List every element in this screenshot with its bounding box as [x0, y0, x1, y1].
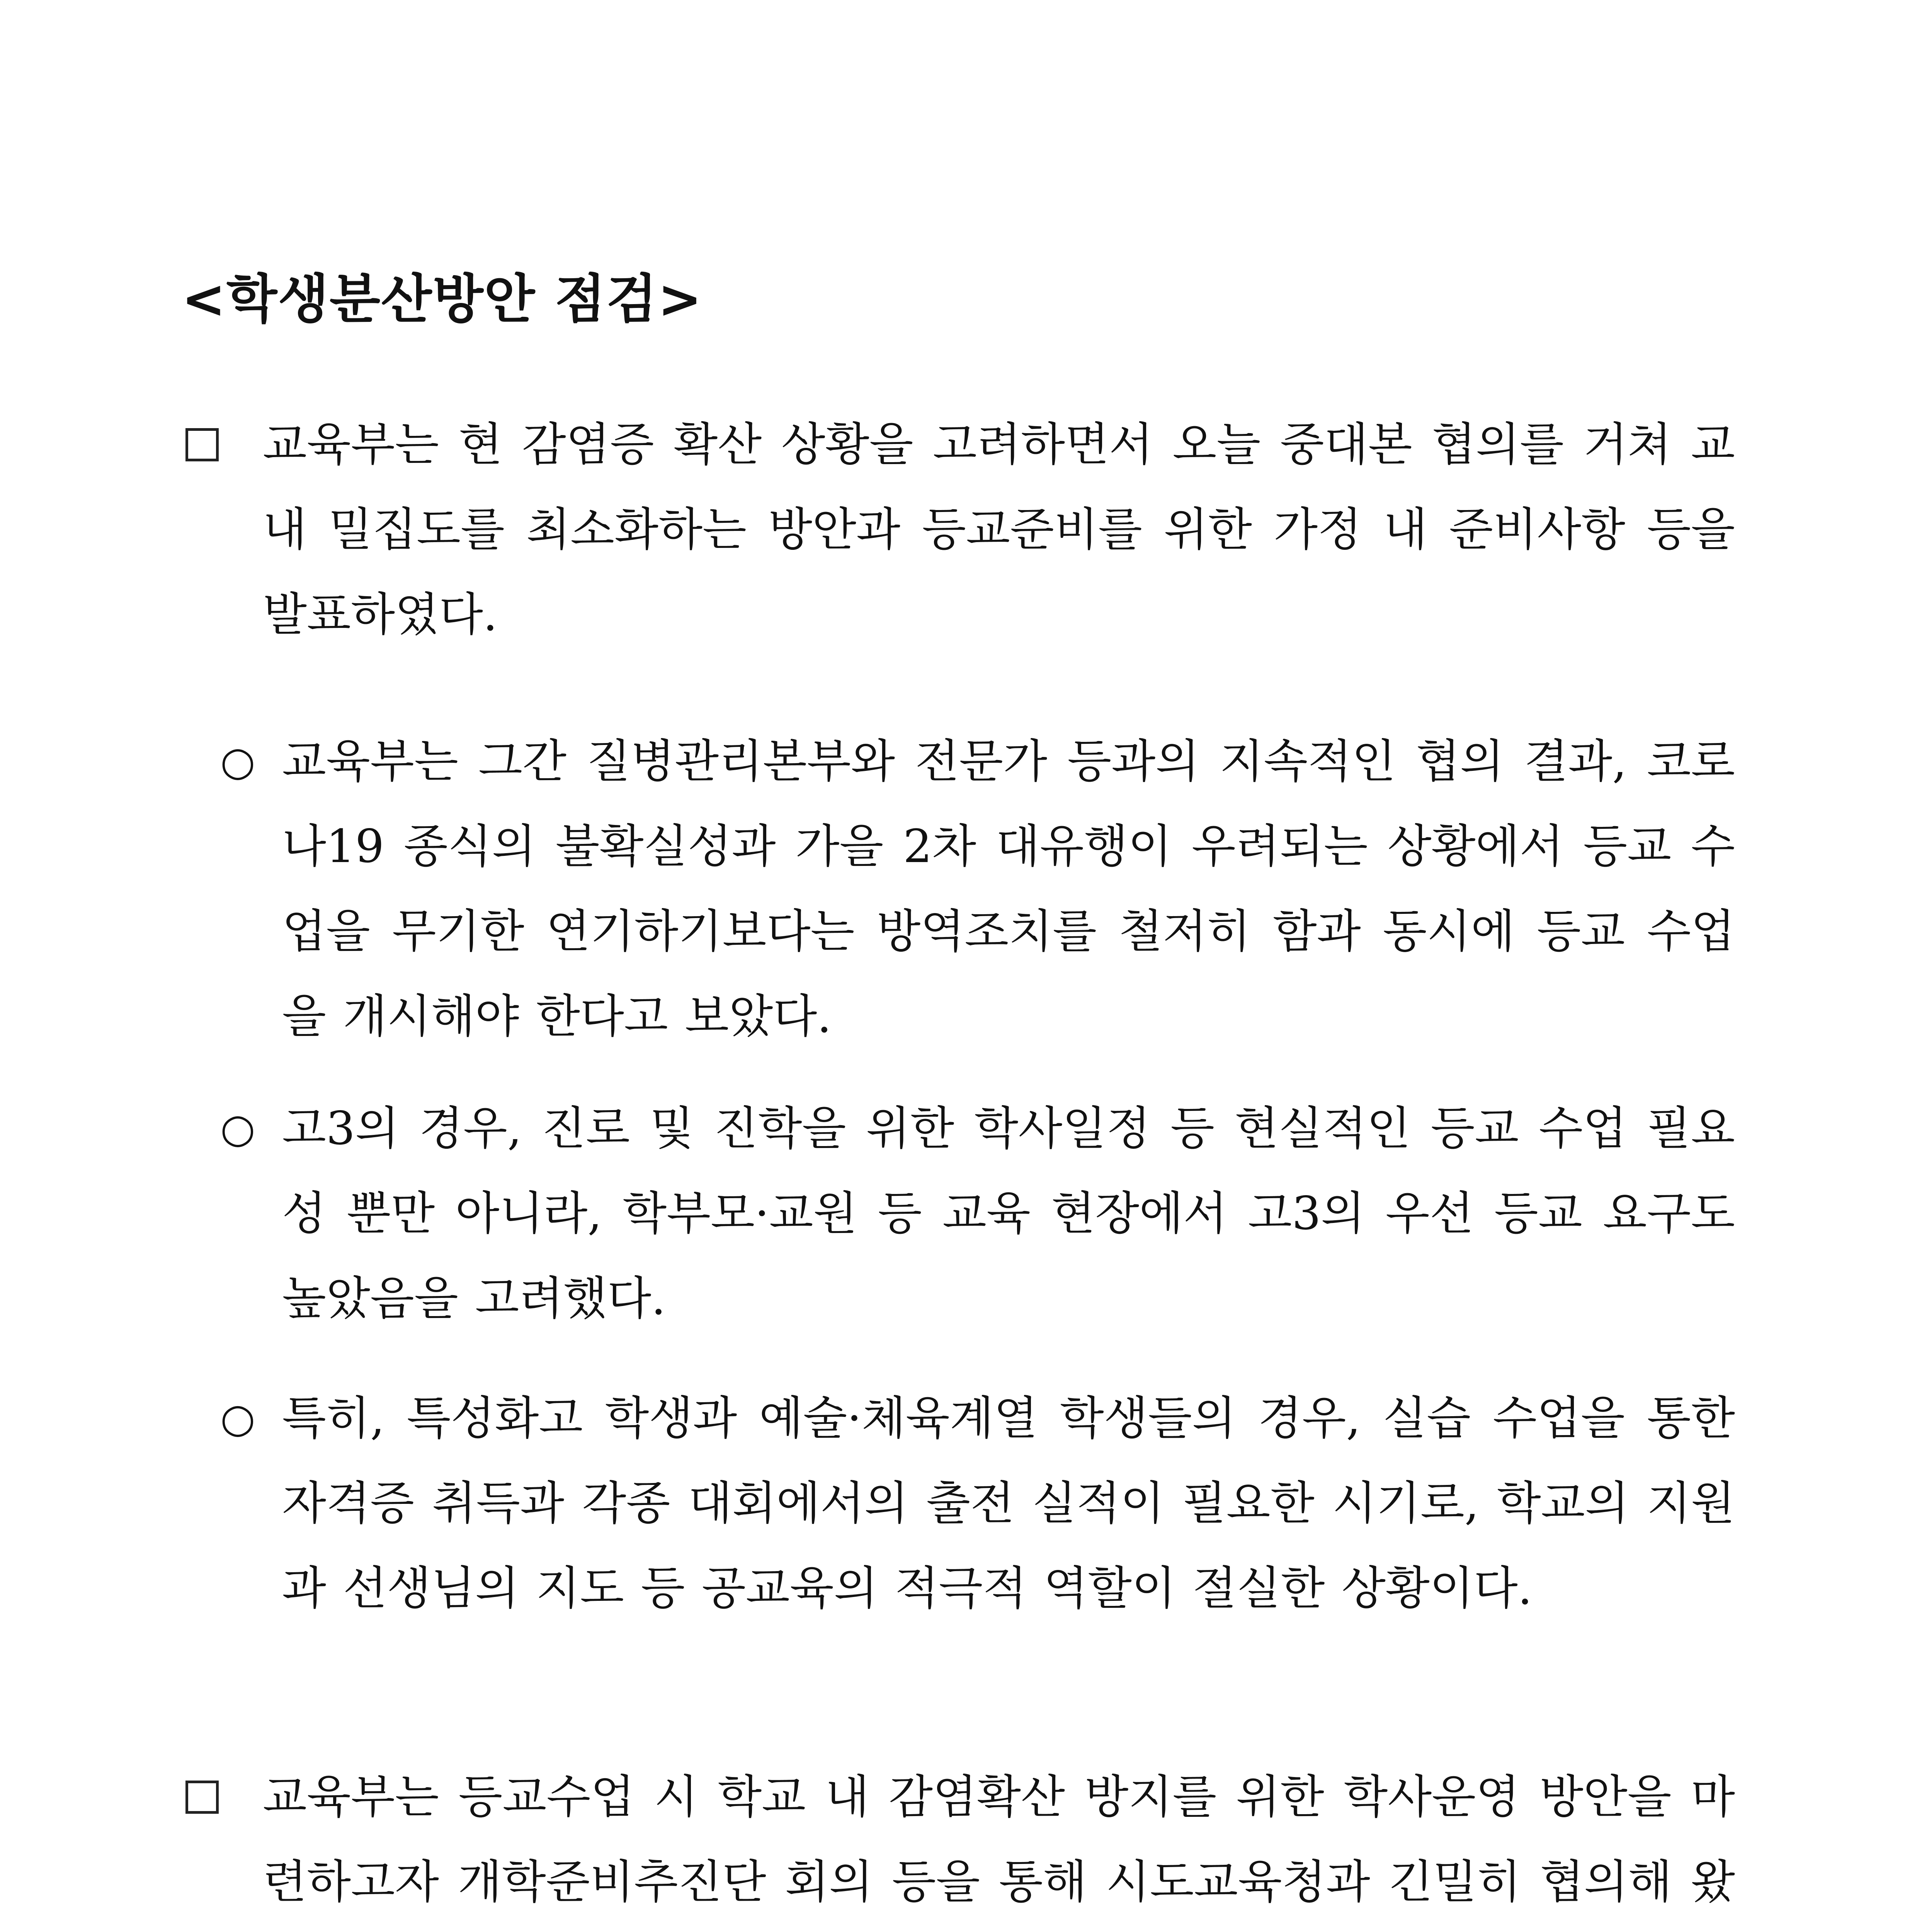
bullet-item — [185, 719, 1735, 1059]
circle-bullet-icon: ○ — [220, 1395, 255, 1442]
bullet-text: 고3의 경우, 진로 및 진학을 위한 학사일정 등 현실적인 등교 수업 필요성 뿐만 아니라, 학부모·교원 등 교육 현장에서 고3의 우선 등교 요구도 높았음을 고려했다. — [282, 1102, 1735, 1325]
bullet-item — [185, 1086, 1735, 1341]
bullet-text: 특히, 특성화고 학생과 예술·체육계열 학생들의 경우, 실습 수업을 통한 자격증 취득과 각종 대회에서의 출전 실적이 필요한 시기로, 학교의 지원과 선생님의 지도 등 공교육의 적극적 역할이 절실한 상황이다. — [282, 1391, 1735, 1615]
checkbox-square-icon — [185, 428, 219, 461]
circle-bullet-icon: ○ — [220, 738, 255, 785]
paragraph-text: 교육부는 등교수업 시 학교 내 감염확산 방지를 위한 학사운영 방안을 마련하고자 개학준비추진단 회의 등을 통해 시도교육청과 긴밀히 협의해 왔 — [263, 1770, 1735, 1908]
checkbox-square-icon — [185, 1781, 219, 1814]
page-title: <학생분산방안 점검> — [182, 269, 703, 330]
paragraph-block — [185, 402, 1735, 657]
circle-bullet-icon: ○ — [220, 1105, 255, 1152]
paragraph-block — [185, 1754, 1735, 1932]
bullet-item — [185, 1376, 1735, 1631]
bullet-text: 교육부는 그간 질병관리본부와 전문가 등과의 지속적인 협의 결과, 코로나19 종식의 불확실성과 가을 2차 대유행이 우려되는 상황에서 등교 수업을 무기한 연기하기보다는 방역조치를 철저히 함과 동시에 등교 수업을 개시해야 한다고 보았다. — [282, 735, 1735, 1043]
paragraph-text: 교육부는 현 감염증 확산 상황을 고려하면서 오늘 중대본 협의를 거쳐 교내 밀집도를 최소화하는 방안과 등교준비를 위한 가정 내 준비사항 등을 발표하였다. — [263, 418, 1735, 641]
